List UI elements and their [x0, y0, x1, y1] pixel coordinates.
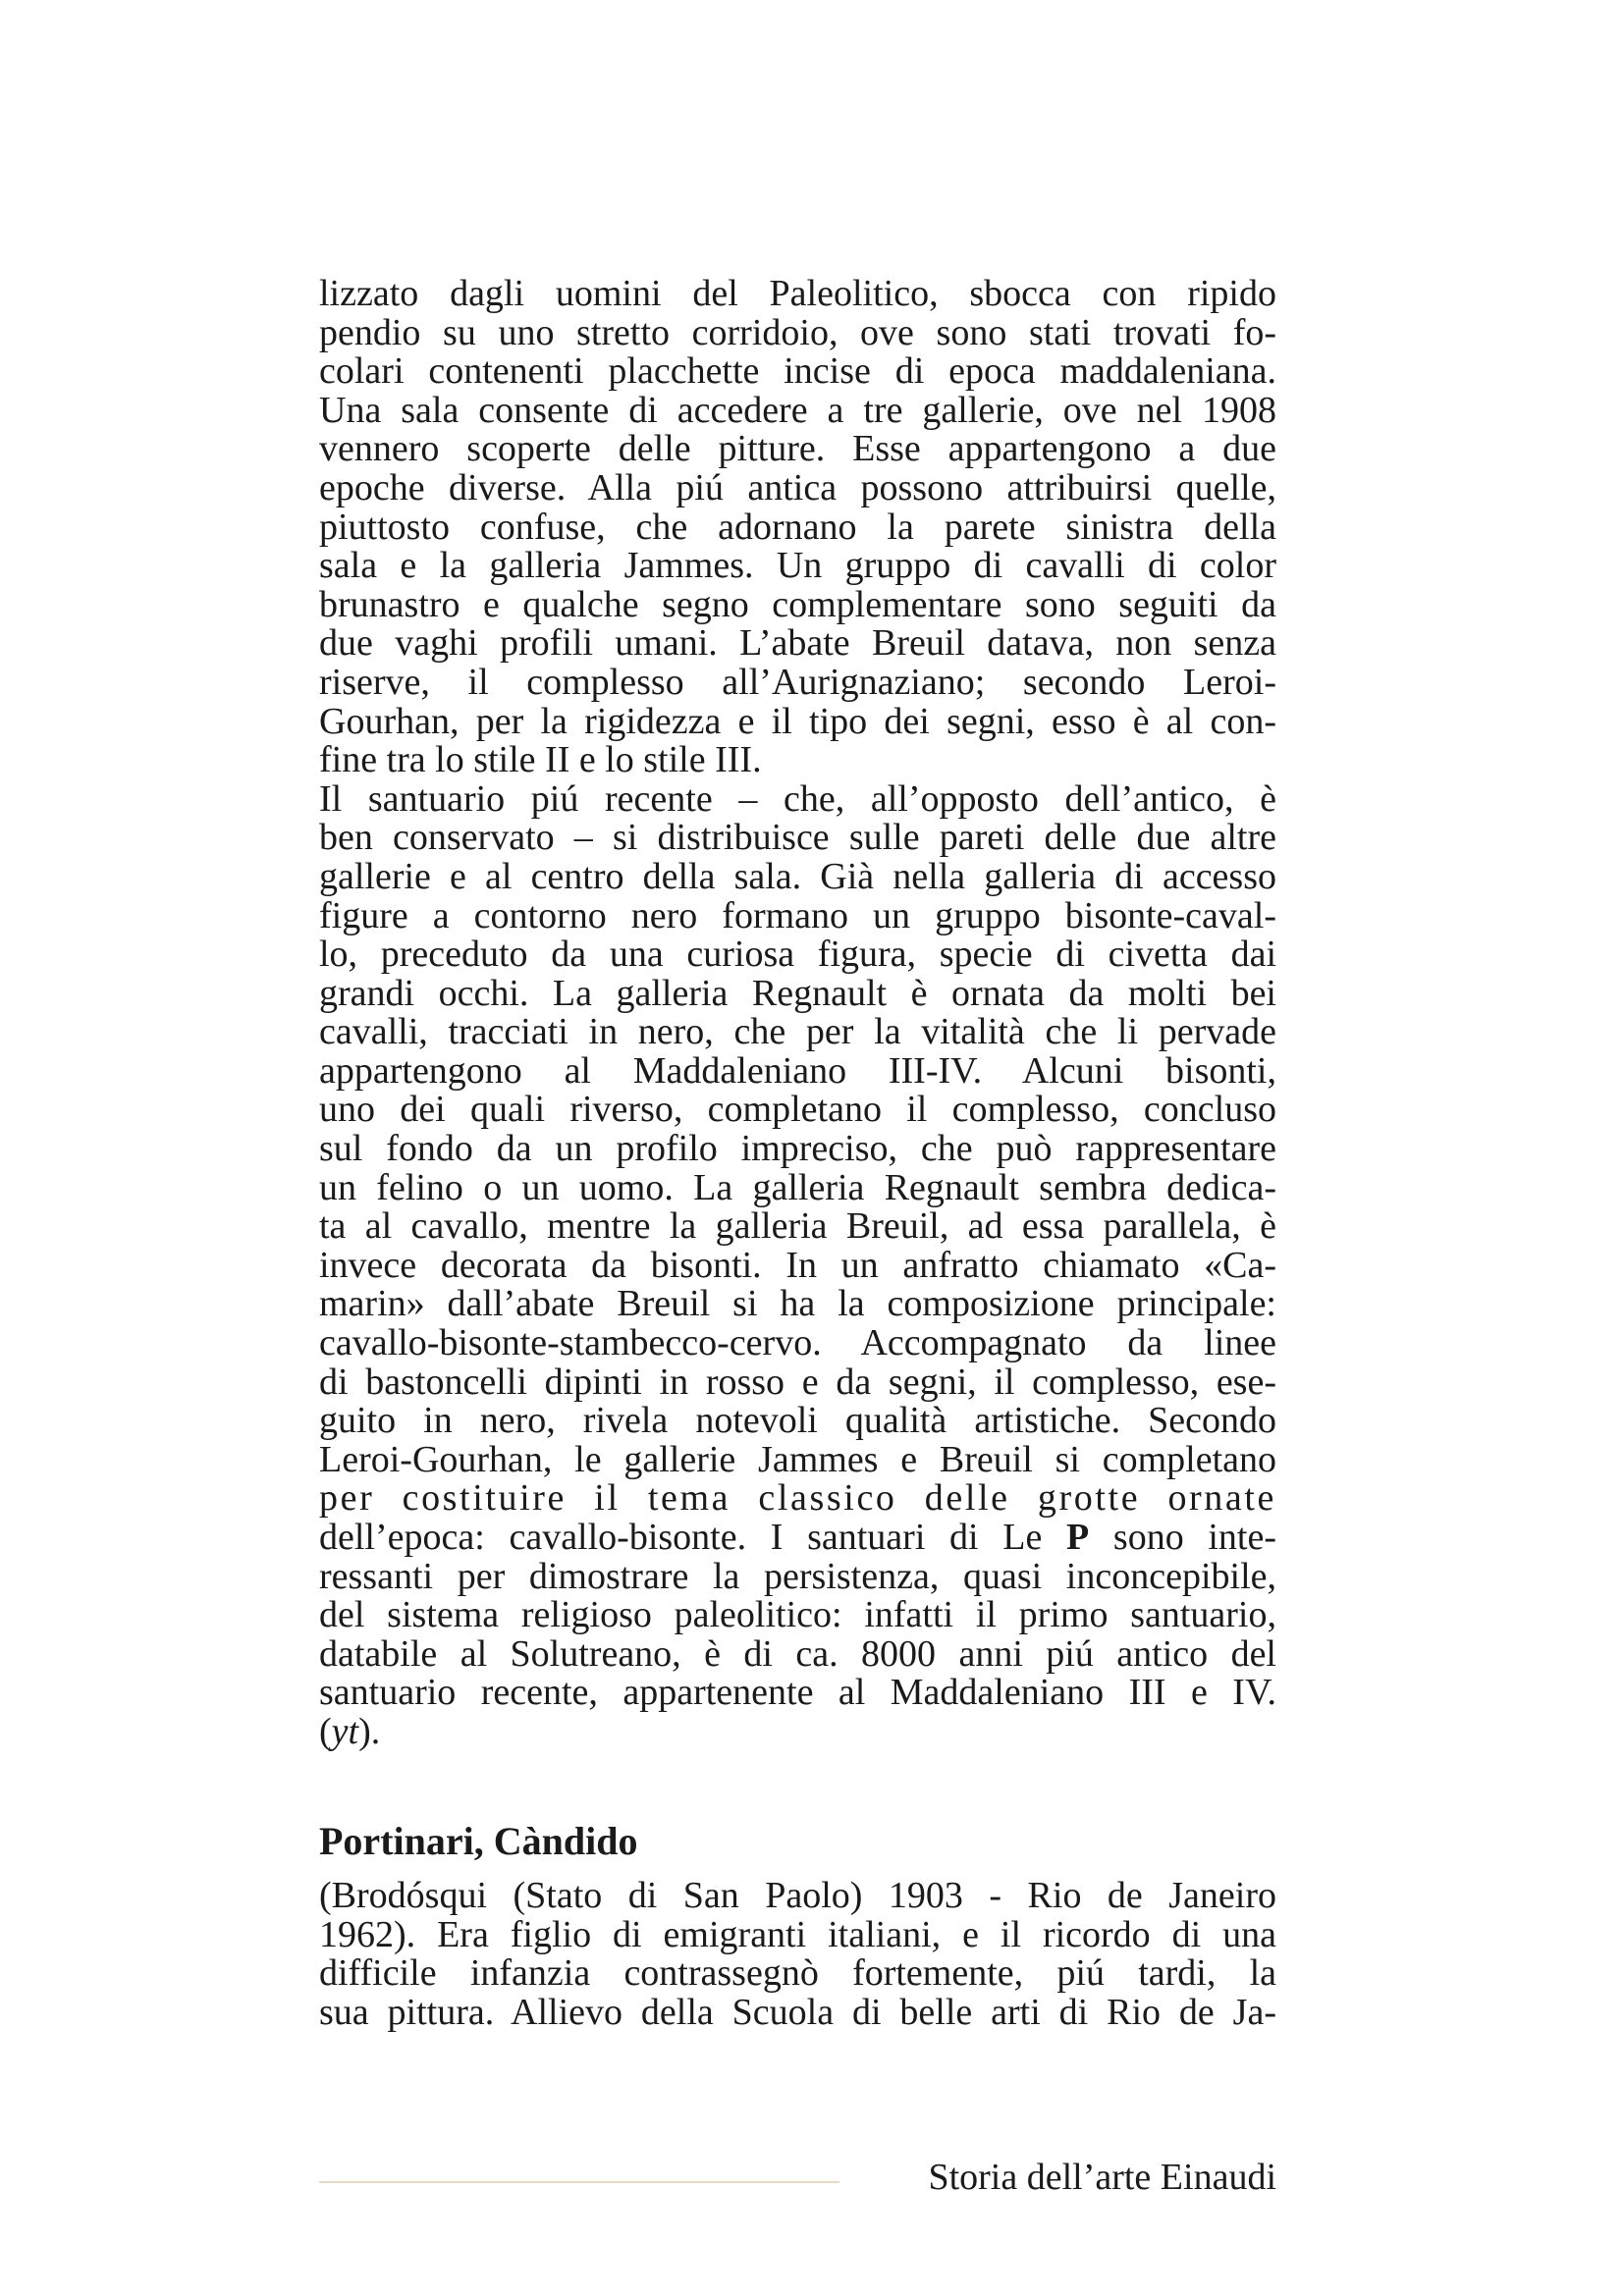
text-line: difficile infanzia contrassegnò fortemente, piú tardi, la	[319, 1952, 1276, 1995]
footer-title: Storia dell’arte Einaudi	[928, 2157, 1276, 2198]
text-line: grandi occhi. La galleria Regnault è ornata da molti bei	[319, 972, 1276, 1014]
text-line: databile al Solutreano, è di ca. 8000 anni piú antico del	[319, 1632, 1276, 1675]
text-line: due vaghi profili umani. L’abate Breuil datava, non senza	[319, 622, 1276, 665]
text-line: ben conservato – si distribuisce sulle pareti delle due altre	[319, 817, 1276, 859]
text-line: marin» dall’abate Breuil si ha la composizione principale:	[319, 1283, 1276, 1325]
text-line: Leroi-Gourhan, le gallerie Jammes e Breuil si completano	[319, 1438, 1276, 1480]
text-line	[319, 1519, 1276, 1558]
text-line: pendio su uno stretto corridoio, ove sono stati trovati fo-	[319, 311, 1276, 353]
text-line: sul fondo da un profilo impreciso, che può rappresentare	[319, 1128, 1276, 1170]
text-line: invece decorata da bisonti. In un anfratto chiamato «Ca-	[319, 1244, 1276, 1286]
text-line: guito in nero, rivela notevoli qualità artistiche. Secondo	[319, 1400, 1276, 1442]
text-line: brunastro e qualche segno complementare sono seguiti da	[319, 583, 1276, 625]
text-line: fine tra lo stile II e lo stile III.	[319, 739, 762, 781]
text-line: Una sala consente di accedere a tre gallerie, ove nel 1908	[319, 389, 1276, 431]
text-line: ressanti per dimostrare la persistenza, quasi inconcepibile,	[319, 1555, 1276, 1597]
bold-initial: P	[1066, 1517, 1090, 1558]
text-line: 1962). Era figlio di emigranti italiani, e il ricordo di una	[319, 1913, 1276, 1955]
text-line: lo, preceduto da una curiosa figura, specie di civetta dai	[319, 934, 1276, 976]
text-line-part: dell’epoca: cavallo-bisonte. I santuari di Le	[319, 1517, 1067, 1558]
entry-body-paragraph	[319, 275, 1276, 1752]
text-line: ta al cavallo, mentre la galleria Breuil, ad essa parallela, è	[319, 1205, 1276, 1248]
text-line: piuttosto confuse, che adornano la parete sinistra della	[319, 506, 1276, 548]
footer-divider	[319, 2181, 839, 2183]
text-line: sua pittura. Allievo della Scuola di belle arti di Rio de Ja-	[319, 1991, 1276, 2033]
text-line: appartengono al Maddaleniano III-IV. Alcuni bisonti,	[319, 1049, 1276, 1092]
text-line: lizzato dagli uomini del Paleolitico, sbocca con ripido	[319, 273, 1276, 314]
text-line: figure a contorno nero formano un gruppo bisonte-caval-	[319, 894, 1276, 936]
text-line: epoche diverse. Alla piú antica possono attribuirsi quelle,	[319, 466, 1276, 508]
text-line: colari contenenti placchette incise di epoca maddaleniana.	[319, 350, 1276, 393]
text-line: (Brodósqui (Stato di San Paolo) 1903 - Rio de Janeiro	[319, 1875, 1276, 1916]
text-line-part: sono inte-	[1089, 1517, 1276, 1558]
author-initials: yt	[331, 1710, 359, 1752]
text-line: riserve, il complesso all’Aurignaziano; secondo Leroi-	[319, 661, 1276, 703]
text-line: santuario recente, appartenente al Maddaleniano III e IV.	[319, 1672, 1276, 1714]
text-line: uno dei quali riverso, completano il complesso, concluso	[319, 1089, 1276, 1131]
signature-part: ).	[358, 1710, 381, 1752]
text-line: un felino o un uomo. La galleria Regnault sembra dedica-	[319, 1166, 1276, 1208]
text-line: cavallo-bisonte-stambecco-cervo. Accompagnato da linee	[319, 1322, 1276, 1364]
text-line: sala e la galleria Jammes. Un gruppo di cavalli di color	[319, 545, 1276, 587]
text-line: gallerie e al centro della sala. Già nella galleria di accesso	[319, 855, 1276, 897]
text-line: per costituire il tema classico delle grotte ornate	[319, 1477, 1276, 1520]
text-line: del sistema religioso paleolitico: infatti il primo santuario,	[319, 1594, 1276, 1636]
text-line: Il santuario piú recente – che, all’opposto dell’antico, è	[319, 777, 1276, 820]
entry-title: Portinari, Càndido	[319, 1819, 638, 1863]
signature-part: (	[319, 1710, 332, 1752]
text-line: Gourhan, per la rigidezza e il tipo dei segni, esso è al con-	[319, 700, 1276, 742]
entry-body-paragraph	[319, 1877, 1276, 2032]
text-line: di bastoncelli dipinti in rosso e da segni, il complesso, ese-	[319, 1361, 1276, 1403]
author-signature	[319, 1710, 1276, 1752]
text-line: vennero scoperte delle pitture. Esse appartengono a due	[319, 428, 1276, 470]
text-line: cavalli, tracciati in nero, che per la vitalità che li pervade	[319, 1011, 1276, 1053]
